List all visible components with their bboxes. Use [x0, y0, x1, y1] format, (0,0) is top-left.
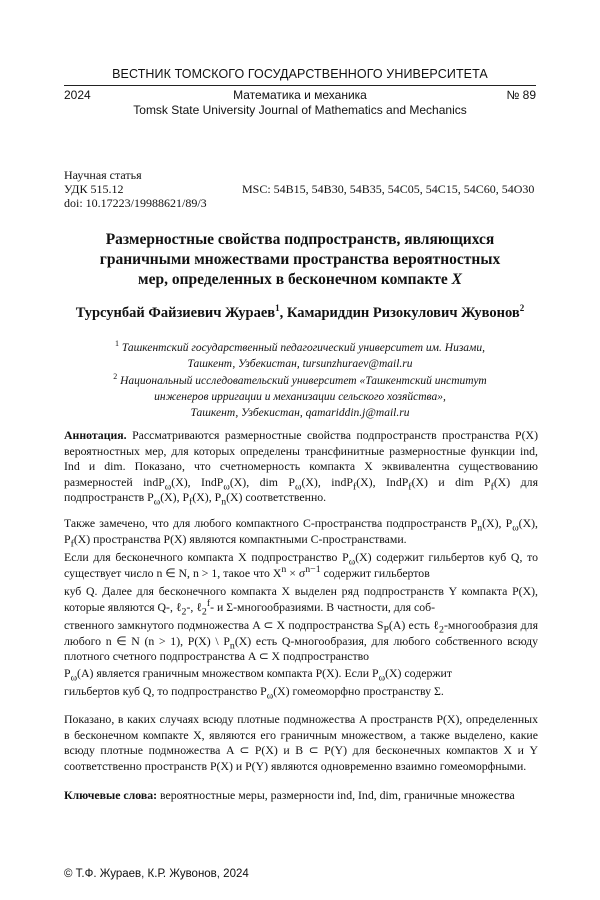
year: 2024 [64, 88, 91, 102]
affiliation-1: $^1$ Ташкентский государственный педагогический университет им. Низами, Ташкент, Узбекистан, tursunzhuraev@mail.ru [114, 339, 486, 370]
header-rule [64, 85, 536, 86]
abstract-label: Аннотация. [64, 428, 127, 442]
msc-codes: MSC: 54B15, 54B30, 54B35, 54C05, 54C15, 54C60, 54O30 [242, 182, 535, 196]
abstract-part-2: Также замечено, что для любого компактного C-пространства подпространств $P_n(X)$, $P_\omega(X)$, $P_f(X)$ пространства P(X) являются компактными C-пространствами. [64, 516, 538, 549]
journal-title: ВЕСТНИК ТОМСКОГО ГОСУДАРСТВЕННОГО УНИВЕРСИТЕТА [112, 67, 488, 81]
abstract-part-1: Аннотация. Рассматриваются размерностные свойства подпространств пространства P(X) вероятностных мер, для которых определены трансфинитные размерностные функции ind, Ind и dim. Показано, что счетномерность компакта X эквивалентна существованию размерностей indP$_\omega$(X), IndP$_\omega$(X), dim $P_\omega(X)$, indP$_f$(X), IndP$_f$(X) и dim $P_f(X)$ для подпространств $P_\omega(X)$, $P_f(X)$, $P_n(X)$ соответственно. [64, 428, 538, 508]
udc: УДК 515.12 [64, 182, 124, 196]
author-list: Турсунбай Файзиевич Жураев$^1$, Камариддин Ризокулович Жувонов$^2$ [75, 303, 525, 321]
abstract-part-6: $P_\omega(A)$ является граничным множеством компакта P(X). Если $P_\omega(X)$ содержит [64, 666, 452, 684]
journal-title-en: Tomsk State University Journal of Mathematics and Mechanics [133, 103, 467, 117]
author-name: Турсунбай Файзиевич Жураев [75, 305, 276, 321]
article-type: Научная статья [64, 168, 142, 182]
abstract-paragraph-2: Показано, в каких случаях всюду плотные подмножества A пространств P(X), определенных в бесконечном компакте X, являются его граничным множеством, а также выделено, какие всюду плотные подмножества A ⊂ P(X) и B ⊂ P(Y) для бесконечных компактов X и Y соответственно пространств P(X) и P(Y) являются одновременно взаимно гомеоморфными. [64, 712, 538, 773]
copyright-notice: © Т.Ф. Жураев, К.Р. Жувонов, 2024 [64, 868, 249, 880]
abstract-part-7: гильбертов куб Q, то подпространство $P_\omega(X)$ гомеоморфно пространству Σ. [64, 684, 444, 702]
abstract-part-3: Если для бесконечного компакта X подпространство $P_\omega(X)$ содержит гильбертов куб Q, то существует число n ∈ N, n > 1, такое что $X^n \times \sigma^{n-1}$ содержит гильбертов [64, 550, 538, 580]
header-info-row [64, 88, 536, 104]
title-line: мер, определенных в бесконечном компакте X [138, 271, 462, 288]
abstract-part-5: ственного замкнутого подмножества A ⊂ X подпространства $S_P(A)$ есть ℓ$_2$-многообразия для любого n ∈ N (n > 1), P(X) \ $P_n(X)$ есть Q-многообразия, для любого собственного всюду плотного счетного подпространства A ⊂ X подпространство [64, 618, 538, 663]
section-name: Математика и механика [233, 88, 367, 102]
doi[interactable]: doi: 10.17223/19988621/89/3 [64, 196, 207, 210]
affiliation-2: $^2$ Национальный исследовательский университет «Ташкентский институт инженеров ирригации и механизации сельского хозяйства», Ташкент, Узбекистан, qamariddin.j@mail.ru [113, 372, 487, 419]
abstract-part-4: куб Q. Далее для бесконечного компакта X выделен ряд подпространств Y компакта P(X), которые являются Q-, ℓ$_2$-, ℓ$_2^f$- и Σ-многообразиями. В частности, для соб- [64, 584, 538, 617]
title-line: Размерностные свойства подпространств, являющихся [105, 231, 495, 248]
article-title [70, 230, 530, 290]
issue-number: № 89 [506, 88, 536, 102]
author-name: Камариддин Ризокулович Жувонов [286, 305, 520, 321]
keywords: Ключевые слова: вероятностные меры, размерности ind, Ind, dim, граничные множества [64, 788, 515, 802]
title-line: граничными множествами пространства вероятностных [99, 251, 501, 268]
